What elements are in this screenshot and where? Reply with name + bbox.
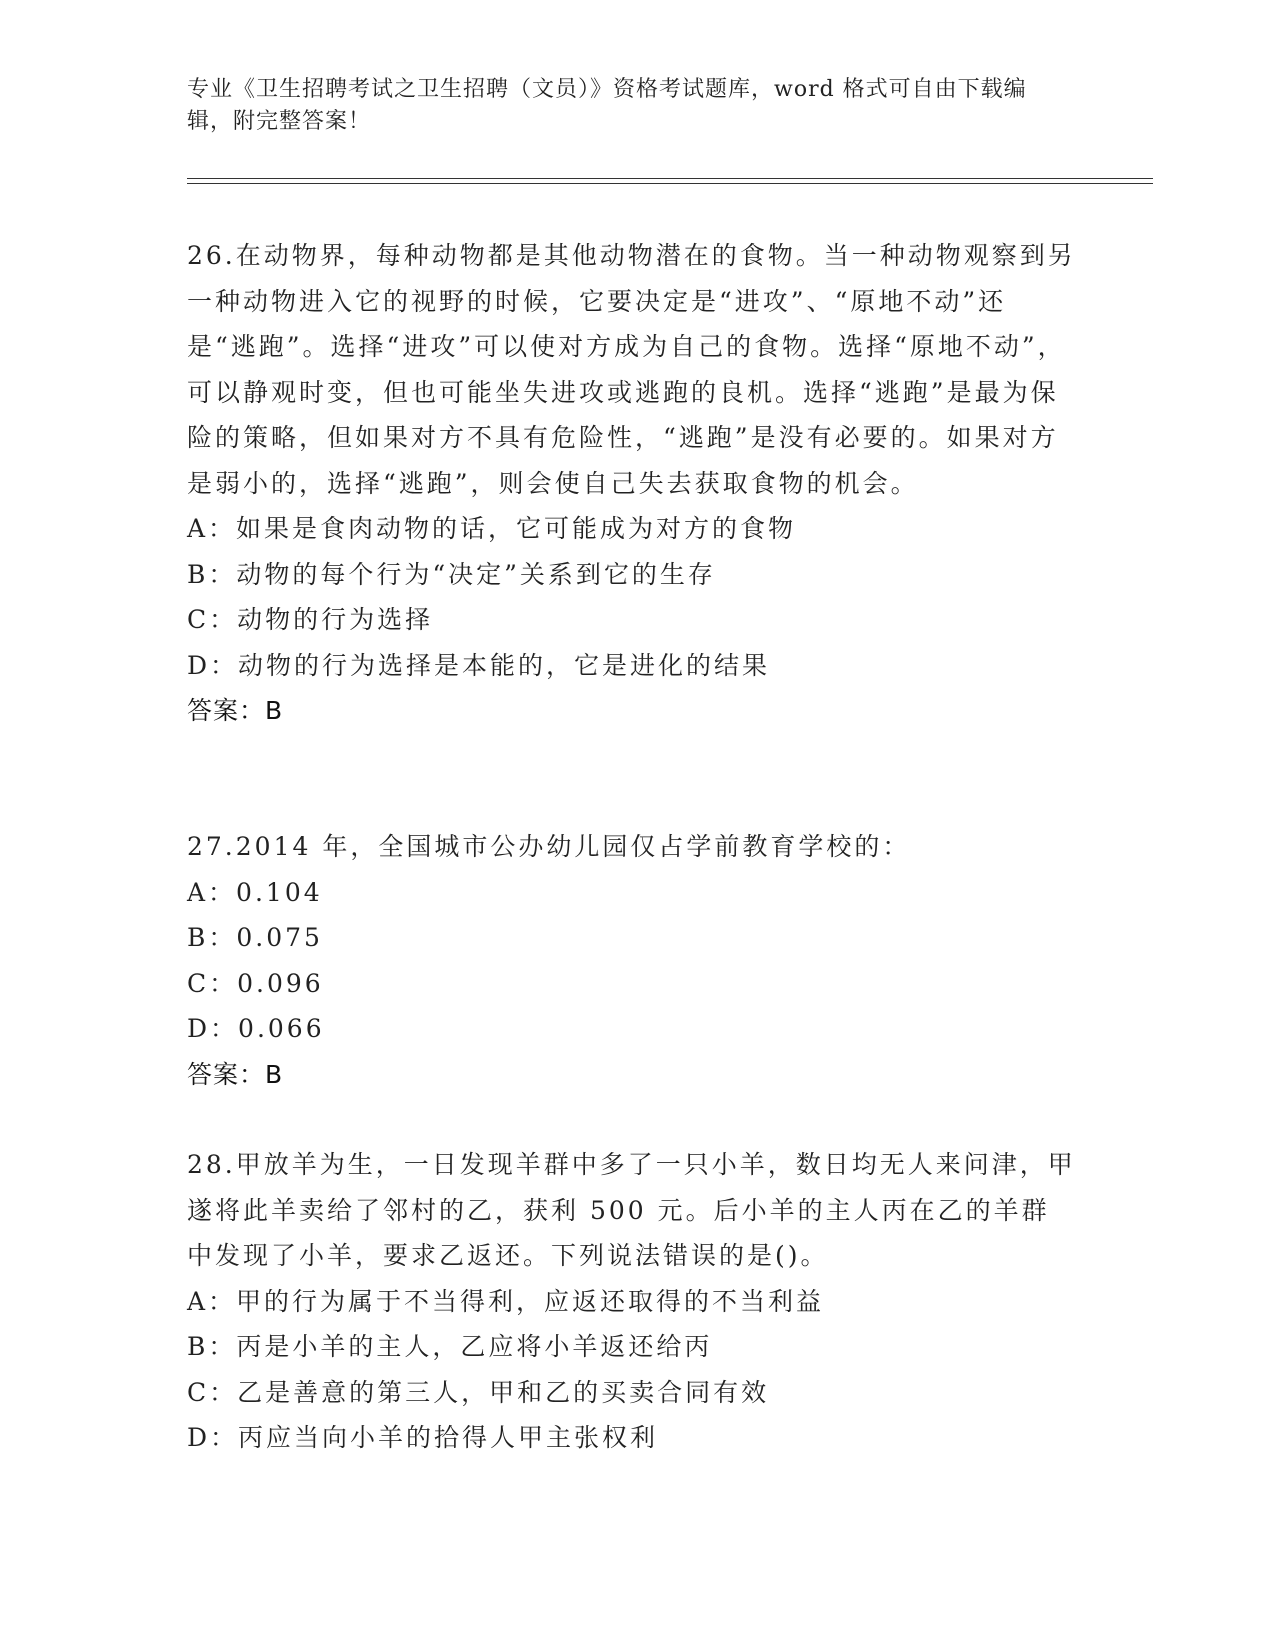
option-c: C：动物的行为选择	[187, 605, 434, 634]
question-26	[187, 233, 1077, 734]
option-b: B：0.075	[187, 923, 323, 952]
option-b: B：丙是小羊的主人，乙应将小羊返还给丙	[187, 1332, 713, 1361]
option-b: B：动物的每个行为“决定”关系到它的生存	[187, 559, 716, 589]
option-a: A：0.104	[187, 877, 323, 907]
option-a: A：如果是食肉动物的话，它可能成为对方的食物	[187, 514, 797, 543]
question-text: 26.在动物界，每种动物都是其他动物潜在的食物。当一种动物观察到另一种动物进入它的视野的时候，它要决定是“进攻”、“原地不动”还是“逃跑”。选择“进攻”可以使对方成为自己的食物。选择“原地不动”，可以静观时变，但也可能坐失进攻或逃跑的良机。选择“逃跑”是最为保险的策略，但如果对方不具有危险性，“逃跑”是没有必要的。如果对方是弱小的，选择“逃跑”，则会使自己失去获取食物的机会。	[187, 241, 1076, 498]
answer: 答案：B	[187, 1059, 284, 1089]
option-c: C：乙是善意的第三人，甲和乙的买卖合同有效	[187, 1377, 770, 1407]
question-text: 28.甲放羊为生，一日发现羊群中多了一只小羊，数日均无人来问津，甲遂将此羊卖给了邻村的乙，获利 500 元。后小羊的主人丙在乙的羊群中发现了小羊，要求乙返还。下列说法错误的是()。	[187, 1150, 1076, 1270]
option-a: A：甲的行为属于不当得利，应返还取得的不当利益	[187, 1286, 825, 1316]
option-d: D：丙应当向小羊的拾得人甲主张权利	[187, 1423, 659, 1452]
option-d: D：动物的行为选择是本能的，它是进化的结果	[187, 650, 771, 680]
header-divider-bottom	[187, 183, 1153, 184]
header-divider-top	[187, 178, 1153, 179]
option-c: C：0.096	[187, 968, 324, 998]
question-text: 27.2014 年，全国城市公办幼儿园仅占学前教育学校的：	[187, 832, 911, 861]
option-d: D：0.066	[187, 1014, 325, 1043]
answer: 答案：B	[187, 696, 284, 725]
question-28	[187, 1142, 1077, 1461]
question-27	[187, 824, 1077, 1097]
document-header: 专业《卫生招聘考试之卫生招聘（文员）》资格考试题库，word 格式可自由下载编辑，附完整答案！	[187, 77, 1027, 134]
